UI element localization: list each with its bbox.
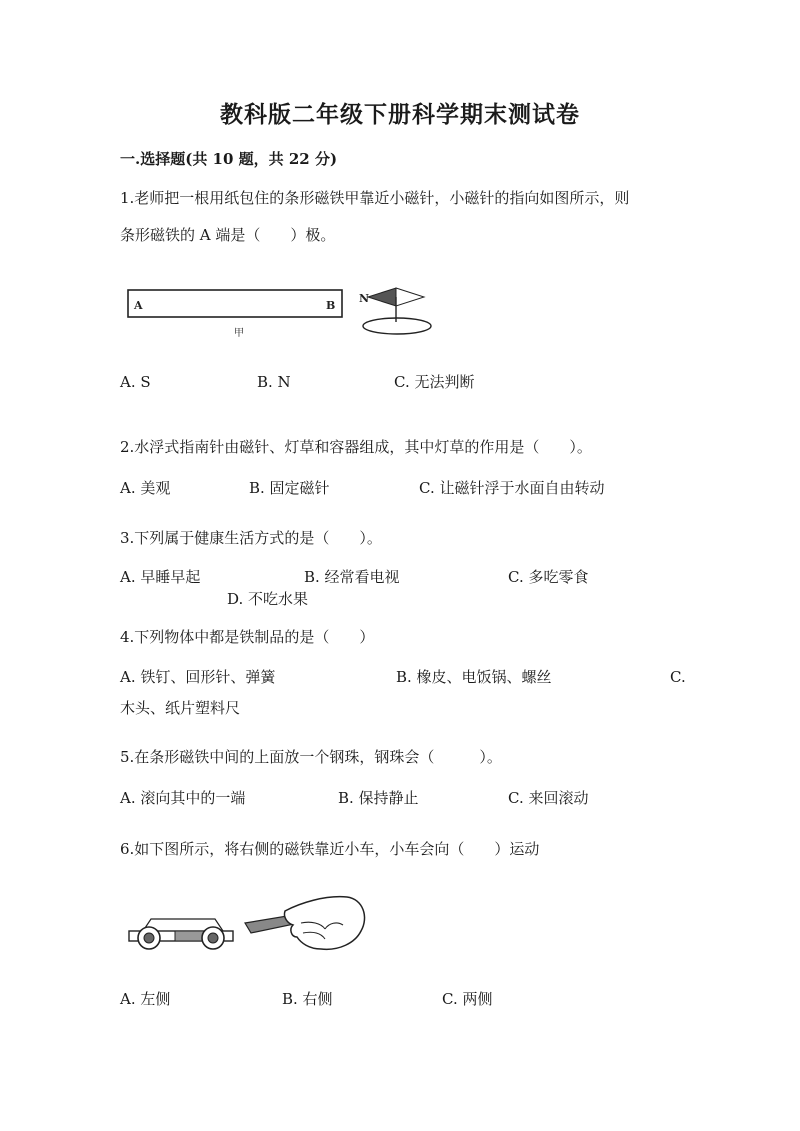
question-1-option-b[interactable]: B. N <box>257 373 291 391</box>
toy-car-magnet <box>175 931 205 941</box>
question-5-stem: 5.在条形磁铁中间的上面放一个钢珠，钢珠会（ ）。 <box>120 748 502 766</box>
question-2-option-c[interactable]: C. 让磁针浮于水面自由转动 <box>419 479 605 497</box>
question-4-option-a[interactable]: A. 铁钉、回形针、弹簧 <box>120 668 276 686</box>
question-5-option-c[interactable]: C. 来回滚动 <box>508 789 589 807</box>
question-1-stem-line-1: 1.老师把一根用纸包住的条形磁铁甲靠近小磁针，小磁针的指向如图所示，则 <box>120 189 630 207</box>
bar-magnet-label-a: A <box>134 299 143 312</box>
question-6-option-a[interactable]: A. 左侧 <box>120 990 171 1008</box>
question-1-stem-line-2: 条形磁铁的 A 端是（ ）极。 <box>120 226 336 244</box>
question-6-option-b[interactable]: B. 右侧 <box>282 990 333 1008</box>
question-3-option-d[interactable]: D. 不吃水果 <box>227 590 309 608</box>
question-5-option-b[interactable]: B. 保持静止 <box>338 789 419 807</box>
needle-n-label: N <box>359 292 370 305</box>
toy-car-rear-wheel <box>202 927 224 949</box>
toy-car-front-wheel <box>138 927 160 949</box>
question-5-option-a[interactable]: A. 滚向其中的一端 <box>120 789 246 807</box>
car-and-magnet-figure <box>125 893 385 963</box>
question-1-option-c[interactable]: C. 无法判断 <box>394 373 475 391</box>
bar-magnet-label-b: B <box>326 299 336 312</box>
question-3-stem: 3.下列属于健康生活方式的是（ ）。 <box>120 529 382 547</box>
question-6-stem: 6.如下图所示，将右侧的磁铁靠近小车，小车会向（ ）运动 <box>120 840 540 858</box>
bar-magnet-caption: 甲 <box>234 328 244 339</box>
question-6-option-c[interactable]: C. 两侧 <box>442 990 493 1008</box>
question-4-option-c-label[interactable]: C. <box>670 668 686 686</box>
needle-north-half <box>368 288 396 306</box>
needle-south-half <box>396 288 424 306</box>
section-heading: 一.选择题(共 10 题，共 22 分) <box>120 150 338 168</box>
question-1-option-a[interactable]: A. S <box>120 373 151 391</box>
needle-base <box>363 318 431 334</box>
question-3-option-b[interactable]: B. 经常看电视 <box>304 568 400 586</box>
bar-magnet-figure <box>120 282 440 342</box>
question-2-option-b[interactable]: B. 固定磁针 <box>249 479 330 497</box>
question-3-option-a[interactable]: A. 早睡早起 <box>120 568 201 586</box>
page-title: 教科版二年级下册科学期末测试卷 <box>220 101 580 128</box>
question-2-option-a[interactable]: A. 美观 <box>120 479 171 497</box>
bar-magnet <box>128 290 342 317</box>
question-4-option-b[interactable]: B. 橡皮、电饭锅、螺丝 <box>396 668 552 686</box>
question-4-stem: 4.下列物体中都是铁制品的是（ ） <box>120 628 375 646</box>
question-3-option-c[interactable]: C. 多吃零食 <box>508 568 589 586</box>
question-2-stem: 2.水浮式指南针由磁针、灯草和容器组成，其中灯草的作用是（ ）。 <box>120 438 592 456</box>
hand <box>284 897 364 950</box>
question-4-option-c-text[interactable]: 木头、纸片塑料尺 <box>120 699 241 717</box>
